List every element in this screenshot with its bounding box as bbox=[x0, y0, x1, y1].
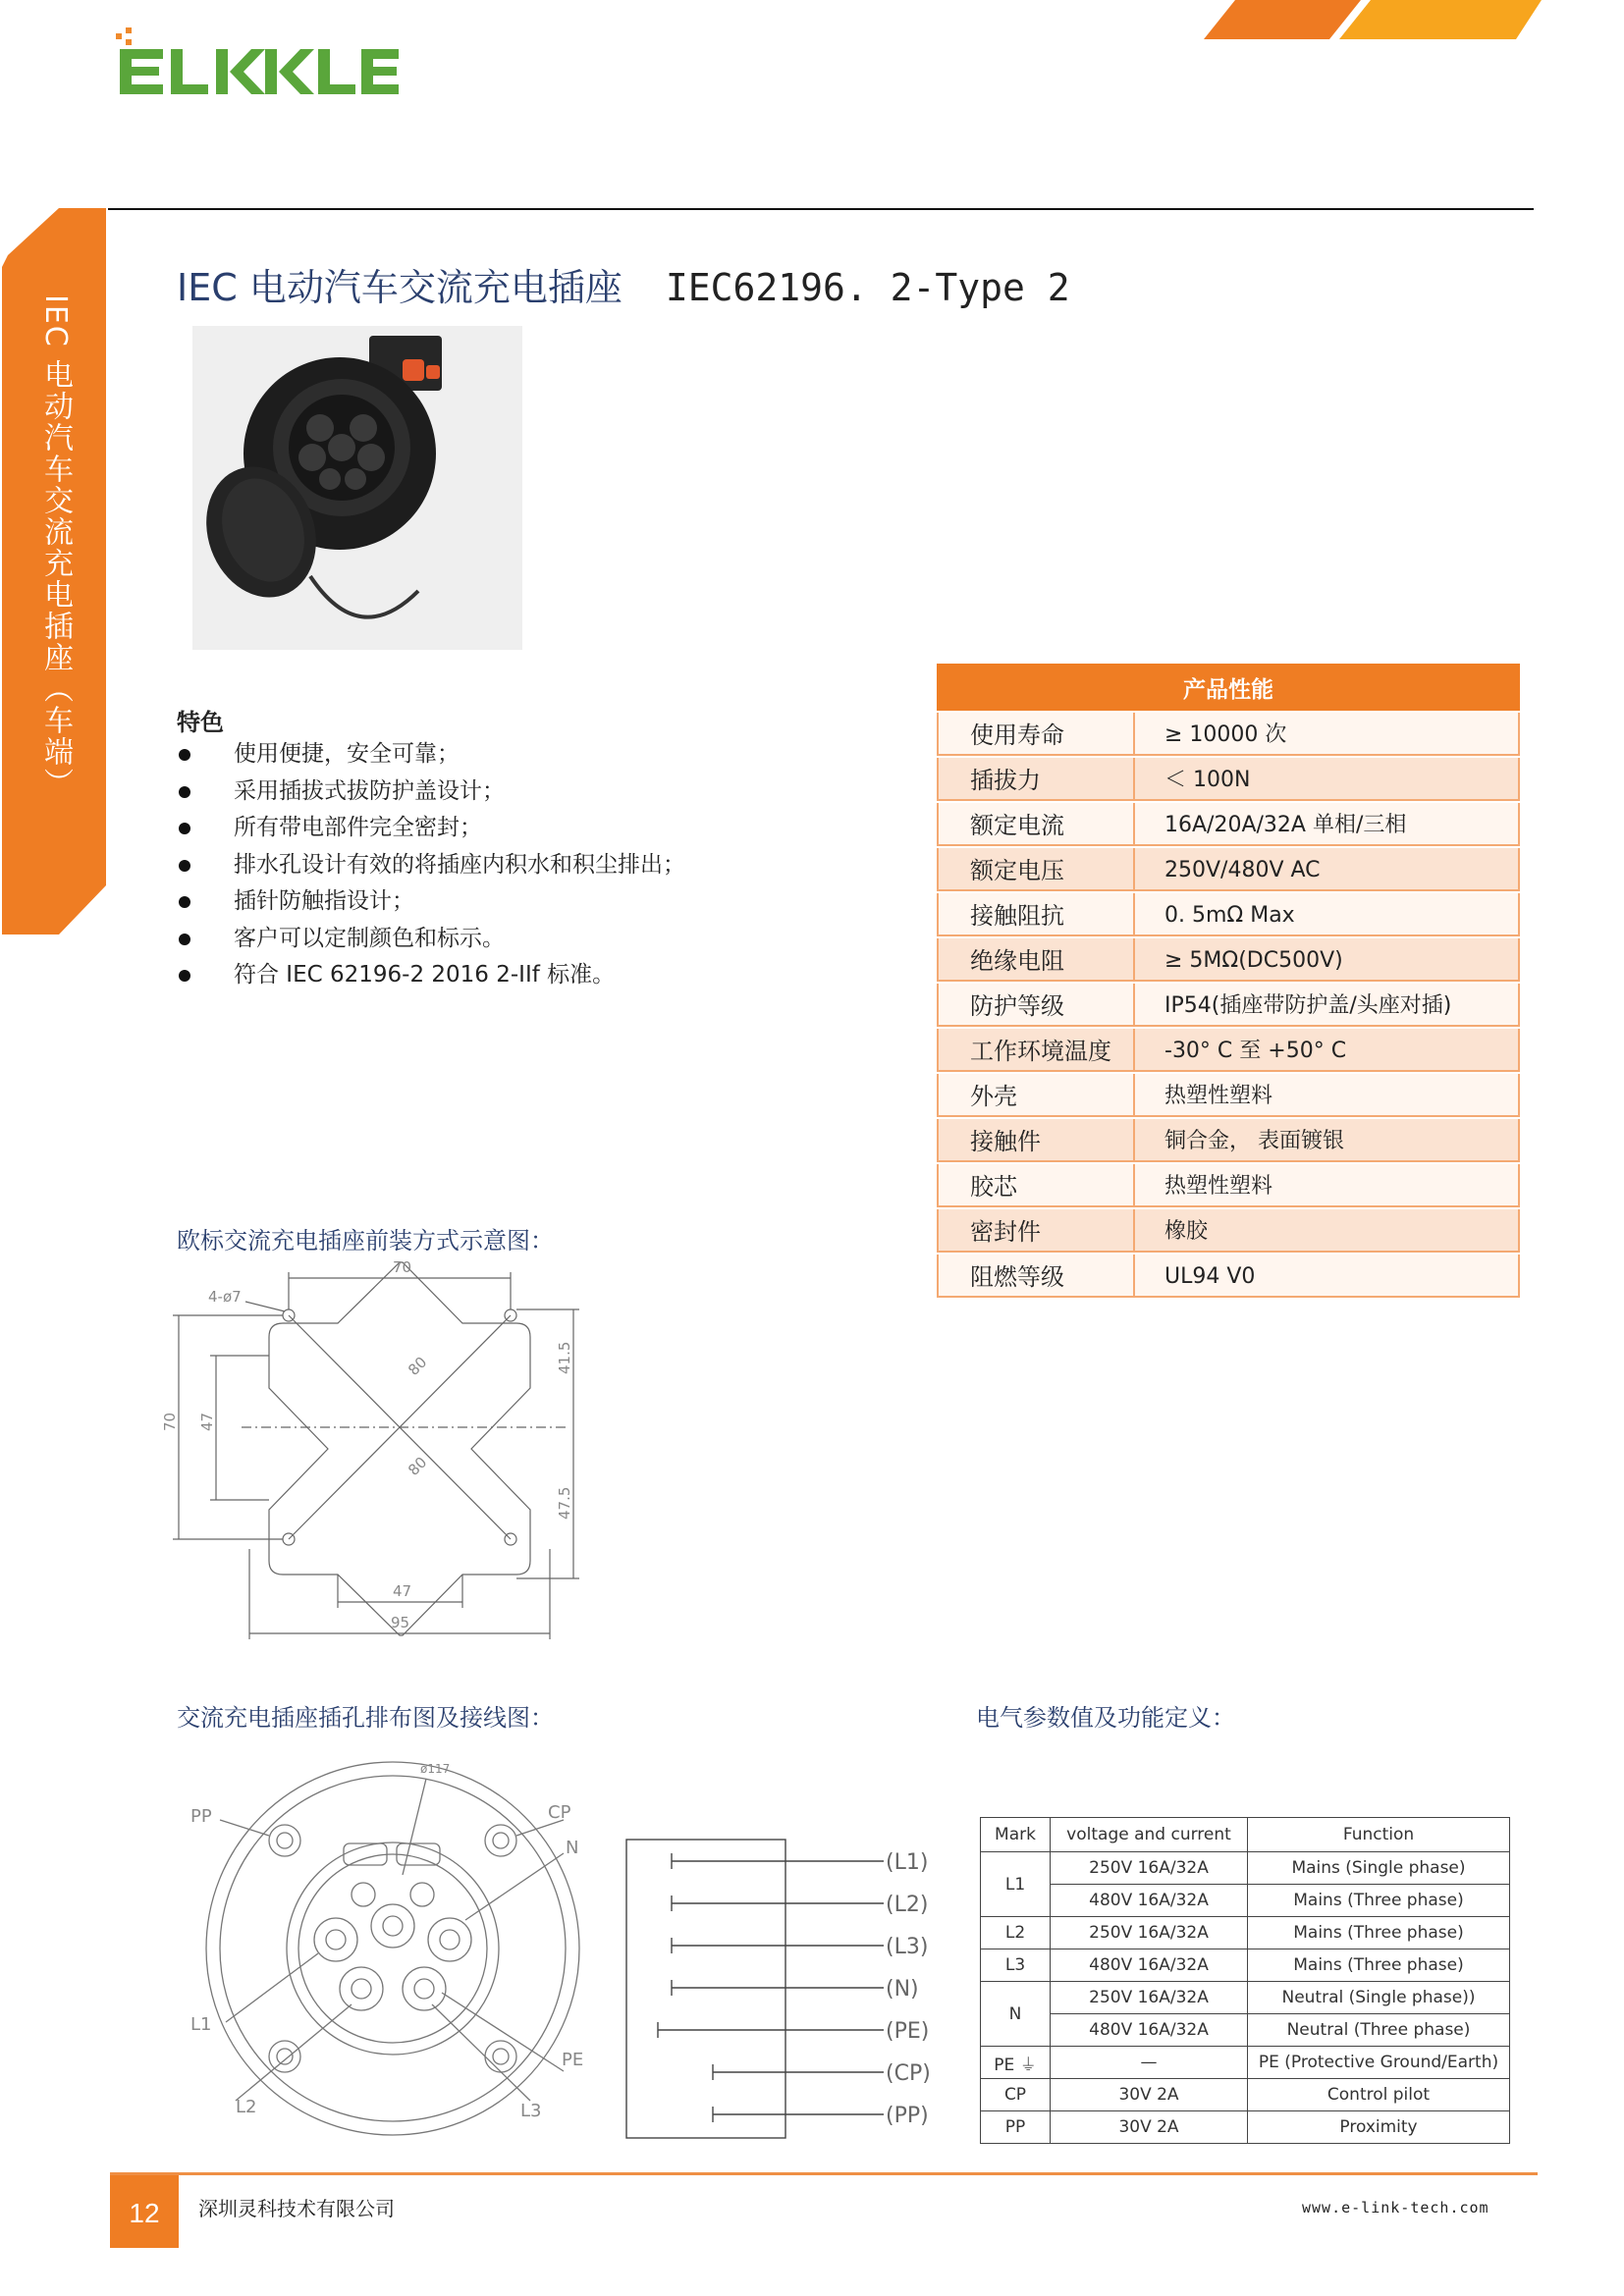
features-list bbox=[177, 736, 685, 994]
pin-label-pp: PP bbox=[190, 1806, 212, 1827]
cell-vc: 250V 16A/32A bbox=[1051, 1982, 1248, 2014]
feature-item: 排水孔设计有效的将插座内积水和积尘排出； bbox=[177, 847, 685, 884]
pin-diameter: ø117 bbox=[420, 1762, 451, 1776]
bullet-icon bbox=[179, 823, 190, 834]
cell-vc: 480V 16A/32A bbox=[1051, 2014, 1248, 2047]
feature-item: 符合 IEC 62196-2 2016 2-IIf 标准。 bbox=[177, 957, 685, 994]
spec-row bbox=[937, 848, 1520, 891]
spec-label: 阻燃等级 bbox=[939, 1255, 1135, 1296]
spec-label: 使用寿命 bbox=[939, 713, 1135, 754]
cell-vc: 250V 16A/32A bbox=[1051, 1917, 1248, 1949]
elec-table-caption: 电气参数值及功能定义： bbox=[976, 1704, 1235, 1732]
cell-func: Mains (Three phase) bbox=[1248, 1885, 1510, 1917]
dim-bottom-47: 47 bbox=[393, 1582, 412, 1600]
table-row bbox=[981, 2111, 1510, 2144]
spec-label: 额定电压 bbox=[939, 848, 1135, 889]
spec-row bbox=[937, 803, 1520, 846]
feature-item: 所有带电部件完全密封； bbox=[177, 810, 685, 847]
cell-func: Mains (Single phase) bbox=[1248, 1852, 1510, 1885]
table-row bbox=[981, 1982, 1510, 2014]
feature-item: 使用便捷，安全可靠； bbox=[177, 736, 685, 774]
feature-item: 采用插拔式拔防护盖设计； bbox=[177, 774, 685, 811]
website-link[interactable]: www.e-link-tech.com bbox=[1302, 2199, 1489, 2216]
spec-row bbox=[937, 1119, 1520, 1162]
company-name: 深圳灵科技术有限公司 bbox=[198, 2197, 395, 2220]
pin-label-n: N bbox=[566, 1838, 579, 1858]
bullet-icon bbox=[179, 860, 190, 872]
spec-row bbox=[937, 1029, 1520, 1072]
feature-item: 客户可以定制颜色和标示。 bbox=[177, 921, 685, 958]
cell-mark: CP bbox=[981, 2079, 1051, 2111]
pin-label-cp: CP bbox=[548, 1802, 571, 1823]
dim-right-415: 41.5 bbox=[556, 1341, 573, 1374]
cell-vc: 30V 2A bbox=[1051, 2079, 1248, 2111]
spec-row bbox=[937, 984, 1520, 1027]
features-title: 特色 bbox=[177, 709, 224, 736]
title-main: IEC 电动汽车交流充电插座 bbox=[177, 266, 623, 309]
cell-mark: L3 bbox=[981, 1949, 1051, 1982]
cell-vc: — bbox=[1051, 2047, 1248, 2079]
logo-text: ELKKLE bbox=[116, 27, 120, 28]
spec-value: 橡胶 bbox=[1164, 1219, 1209, 1244]
feature-item: 插针防触指设计； bbox=[177, 883, 685, 921]
wire-n: (N) bbox=[886, 1977, 919, 2002]
cell-mark: PP bbox=[981, 2111, 1051, 2144]
spec-row bbox=[937, 938, 1520, 982]
cell-vc: 30V 2A bbox=[1051, 2111, 1248, 2144]
cell-func: Neutral (Single phase)) bbox=[1248, 1982, 1510, 2014]
wire-pe: (PE) bbox=[886, 2019, 930, 2044]
table-row bbox=[981, 1949, 1510, 1982]
wire-cp: (CP) bbox=[886, 2061, 931, 2086]
table-row bbox=[981, 2047, 1510, 2079]
dim-diag-1: 80 bbox=[405, 1353, 431, 1379]
title-standard: IEC62196. 2-Type 2 bbox=[665, 266, 1070, 309]
spec-label: 防护等级 bbox=[939, 984, 1135, 1025]
cell-vc: 480V 16A/32A bbox=[1051, 1949, 1248, 1982]
spec-label: 接触阻抗 bbox=[939, 893, 1135, 934]
spec-value: ＜ 100N bbox=[1164, 768, 1251, 792]
spec-row bbox=[937, 893, 1520, 936]
cell-vc: 480V 16A/32A bbox=[1051, 1885, 1248, 1917]
dim-hole: 4-ø7 bbox=[208, 1288, 242, 1306]
table-row bbox=[981, 2014, 1510, 2047]
cell-mark: N bbox=[981, 1982, 1051, 2047]
spec-label: 额定电流 bbox=[939, 803, 1135, 844]
bullet-icon bbox=[179, 970, 190, 982]
cell-mark: PE ⏚ bbox=[981, 2047, 1051, 2079]
electrical-parameter-table bbox=[980, 1817, 1510, 2144]
front-install-caption: 欧标交流充电插座前装方式示意图： bbox=[177, 1227, 554, 1255]
dim-bottom-95: 95 bbox=[391, 1614, 410, 1631]
spec-value: 0. 5mΩ Max bbox=[1164, 903, 1295, 928]
col-header-mark: Mark bbox=[981, 1818, 1051, 1852]
spec-value: 热塑性塑料 bbox=[1164, 1084, 1273, 1108]
dim-top-70: 70 bbox=[393, 1258, 412, 1276]
page-title bbox=[177, 257, 1070, 311]
wire-l1: (L1) bbox=[886, 1850, 929, 1875]
cell-vc: 250V 16A/32A bbox=[1051, 1852, 1248, 1885]
spec-value: UL94 V0 bbox=[1164, 1264, 1256, 1289]
spec-value: 16A/20A/32A 单相/三相 bbox=[1164, 813, 1407, 837]
dim-left-70: 70 bbox=[161, 1412, 179, 1431]
footer-rule bbox=[110, 2172, 1538, 2175]
spec-row bbox=[937, 1164, 1520, 1207]
pin-label-pe: PE bbox=[562, 2050, 584, 2070]
wire-l3: (L3) bbox=[886, 1935, 929, 1959]
spec-table-header: 产品性能 bbox=[937, 664, 1520, 711]
cell-func: Mains (Three phase) bbox=[1248, 1917, 1510, 1949]
spec-value: IP54(插座带防护盖/头座对插) bbox=[1164, 993, 1452, 1018]
company-logo bbox=[116, 27, 401, 106]
spec-value: ≥ 5MΩ(DC500V) bbox=[1164, 948, 1343, 973]
spec-label: 绝缘电阻 bbox=[939, 938, 1135, 980]
col-header-voltage: voltage and current bbox=[1051, 1818, 1248, 1852]
header-stripe bbox=[1188, 0, 1542, 39]
pin-layout-caption: 交流充电插座插孔排布图及接线图： bbox=[177, 1704, 554, 1732]
spec-value: ≥ 10000 次 bbox=[1164, 722, 1287, 747]
table-row bbox=[981, 1852, 1510, 1885]
dim-right-475: 47.5 bbox=[556, 1486, 573, 1520]
bullet-icon bbox=[179, 934, 190, 945]
wire-pp: (PP) bbox=[886, 2104, 929, 2128]
bullet-icon bbox=[179, 749, 190, 761]
spec-label: 工作环境温度 bbox=[939, 1029, 1135, 1070]
product-photo bbox=[192, 326, 522, 650]
table-row bbox=[981, 1917, 1510, 1949]
spec-label: 插拔力 bbox=[939, 758, 1135, 799]
col-header-function: Function bbox=[1248, 1818, 1510, 1852]
spec-value: 250V/480V AC bbox=[1164, 858, 1321, 882]
pin-layout-drawing bbox=[187, 1757, 599, 2169]
pin-label-l1: L1 bbox=[190, 2014, 212, 2035]
front-install-drawing bbox=[157, 1255, 609, 1657]
table-row bbox=[981, 1885, 1510, 1917]
spec-value: 热塑性塑料 bbox=[1164, 1174, 1273, 1199]
spec-value: -30° C 至 +50° C bbox=[1164, 1039, 1347, 1063]
wiring-diagram bbox=[624, 1822, 948, 2140]
table-header-row bbox=[981, 1818, 1510, 1852]
spec-label: 外壳 bbox=[939, 1074, 1135, 1115]
cell-func: Proximity bbox=[1248, 2111, 1510, 2144]
spec-value: 铜合金， 表面镀银 bbox=[1164, 1129, 1344, 1153]
spec-row bbox=[937, 1074, 1520, 1117]
cell-func: Control pilot bbox=[1248, 2079, 1510, 2111]
spec-table bbox=[937, 664, 1520, 1298]
pin-label-l2: L2 bbox=[236, 2097, 257, 2117]
dim-left-47: 47 bbox=[198, 1412, 216, 1431]
spec-row bbox=[937, 1209, 1520, 1253]
cell-func: Mains (Three phase) bbox=[1248, 1949, 1510, 1982]
cell-mark: L1 bbox=[981, 1852, 1051, 1917]
bullet-icon bbox=[179, 896, 190, 908]
table-row bbox=[981, 2079, 1510, 2111]
spec-rows bbox=[937, 713, 1520, 1298]
header-rule bbox=[108, 208, 1534, 210]
page-number: 12 bbox=[110, 2175, 179, 2248]
cell-func: PE (Protective Ground/Earth) bbox=[1248, 2047, 1510, 2079]
dim-diag-2: 80 bbox=[405, 1453, 431, 1479]
pin-label-l3: L3 bbox=[520, 2101, 542, 2121]
bullet-icon bbox=[179, 786, 190, 798]
spec-label: 接触件 bbox=[939, 1119, 1135, 1160]
spec-label: 密封件 bbox=[939, 1209, 1135, 1251]
spec-row bbox=[937, 758, 1520, 801]
spec-row bbox=[937, 713, 1520, 756]
cell-func: Neutral (Three phase) bbox=[1248, 2014, 1510, 2047]
spec-label: 胶芯 bbox=[939, 1164, 1135, 1205]
side-tab-label: IEC 电动汽车交流充电插座（车端） bbox=[38, 294, 73, 800]
wire-l2: (L2) bbox=[886, 1893, 929, 1917]
cell-mark: L2 bbox=[981, 1917, 1051, 1949]
spec-row bbox=[937, 1255, 1520, 1298]
